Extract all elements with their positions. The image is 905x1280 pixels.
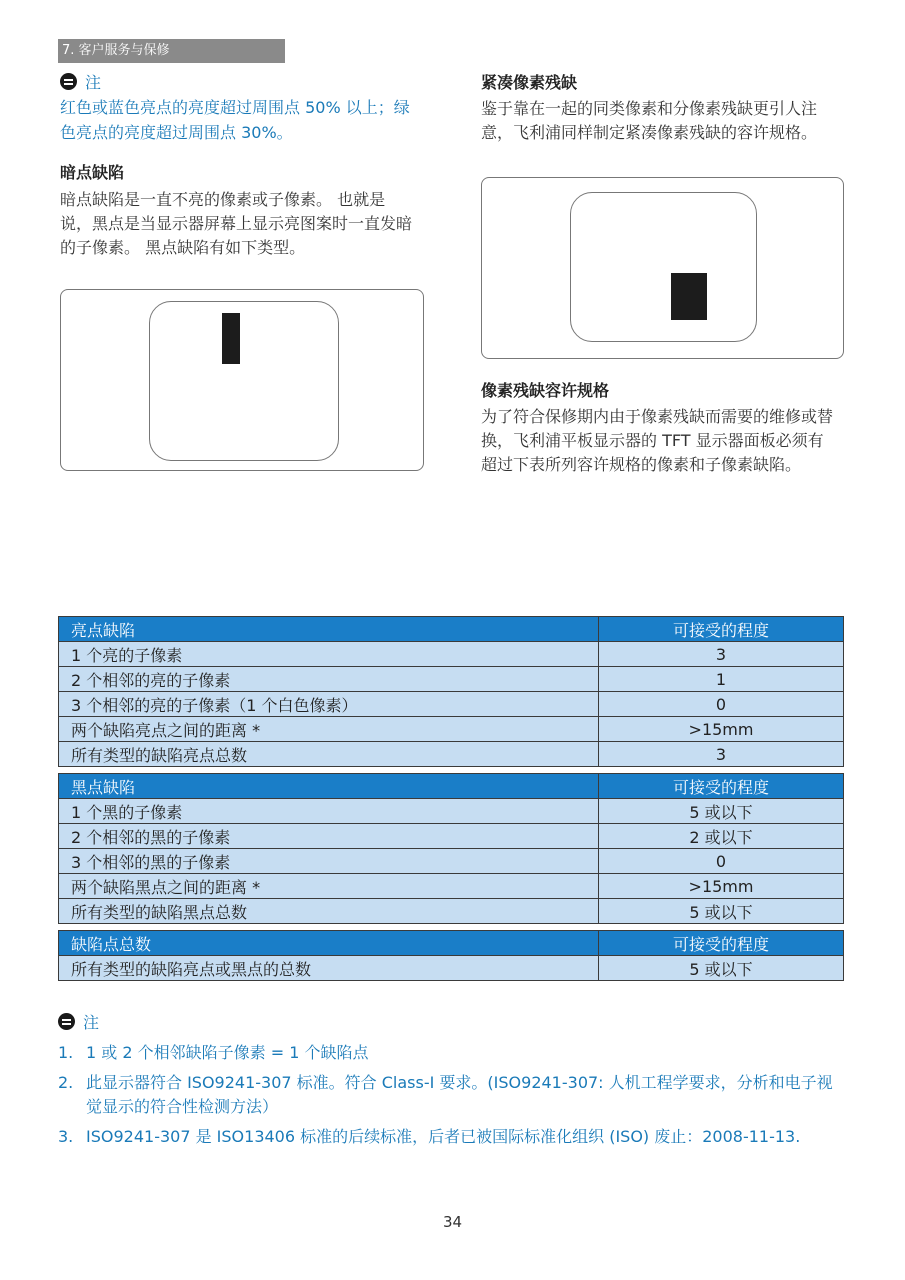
- list-item: [58, 1041, 848, 1065]
- monitor-screen-diagram: [570, 192, 757, 342]
- dark-dot-figure: [60, 289, 424, 471]
- defect-tables: [58, 616, 844, 981]
- acceptable-level: 5 或以下: [599, 956, 844, 981]
- table-row: [59, 717, 844, 742]
- defect-description: 所有类型的缺陷黑点总数: [59, 899, 599, 924]
- adjacent-defect-block: [671, 273, 707, 320]
- total-defect-table: [58, 930, 844, 981]
- defect-description: 2 个相邻的黑的子像素: [59, 824, 599, 849]
- list-item-number: 3.: [58, 1127, 74, 1146]
- defect-description: 所有类型的缺陷亮点总数: [59, 742, 599, 767]
- bottom-notes: [58, 1010, 848, 1155]
- acceptable-level: 1: [599, 667, 844, 692]
- note-icon: [60, 73, 77, 90]
- table-row: [59, 849, 844, 874]
- defect-description: 2 个相邻的亮的子像素: [59, 667, 599, 692]
- table-row: [59, 956, 844, 981]
- section-tab: 7. 客户服务与保修: [58, 39, 285, 63]
- header-acceptable-level: 可接受的程度: [599, 617, 844, 642]
- list-item-text: ISO9241-307 是 ISO13406 标准的后续标准，后者已被国际标准化组织 (ISO) 废止：2008-11-13.: [86, 1127, 801, 1146]
- header-acceptable-level: 可接受的程度: [599, 931, 844, 956]
- list-item-text: 此显示器符合 ISO9241-307 标准。符合 Class-I 要求。(ISO9241-307: 人机工程学要求，分析和电子视觉显示的符合性检测方法）: [86, 1073, 833, 1116]
- acceptable-level: 3: [599, 642, 844, 667]
- table-row: [59, 824, 844, 849]
- table-row: [59, 642, 844, 667]
- defect-description: 1 个黑的子像素: [59, 799, 599, 824]
- note-header: [58, 1010, 848, 1033]
- table-header-row: [59, 617, 844, 642]
- table-row: [59, 874, 844, 899]
- proximity-heading: 紧凑像素残缺: [481, 73, 578, 92]
- list-item-number: 2.: [58, 1073, 74, 1092]
- note-header: [60, 70, 420, 93]
- list-item-text: 1 或 2 个相邻缺陷子像素 = 1 个缺陷点: [86, 1043, 369, 1062]
- left-note: [60, 70, 420, 145]
- acceptable-level: 0: [599, 692, 844, 717]
- header-defect-type: 亮点缺陷: [59, 617, 599, 642]
- table-row: [59, 692, 844, 717]
- monitor-screen-diagram: [149, 301, 339, 461]
- acceptable-level: >15mm: [599, 717, 844, 742]
- table-row: [59, 667, 844, 692]
- list-item: [58, 1125, 848, 1149]
- header-defect-type: 缺陷点总数: [59, 931, 599, 956]
- note-label: 注: [85, 73, 102, 92]
- defect-description: 两个缺陷黑点之间的距离 *: [59, 874, 599, 899]
- bright-dot-table: [58, 616, 844, 767]
- dark-dot-heading: 暗点缺陷: [60, 163, 125, 182]
- tolerance-body: 为了符合保修期内由于像素残缺而需要的维修或替换，飞利浦平板显示器的 TFT 显示器面板必须有超过下表所列容许规格的像素和子像素缺陷。: [481, 407, 834, 474]
- list-item: [58, 1071, 848, 1119]
- note-label: 注: [83, 1013, 100, 1032]
- list-item-number: 1.: [58, 1043, 74, 1062]
- defect-description: 所有类型的缺陷亮点或黑点的总数: [59, 956, 599, 981]
- defect-description: 两个缺陷亮点之间的距离 *: [59, 717, 599, 742]
- proximity-body: 鉴于靠在一起的同类像素和分像素残缺更引人注意，飞利浦同样制定紧凑像素残缺的容许规格。: [481, 99, 818, 142]
- table-header-row: [59, 774, 844, 799]
- acceptable-level: 3: [599, 742, 844, 767]
- acceptable-level: 5 或以下: [599, 899, 844, 924]
- acceptable-level: 2 或以下: [599, 824, 844, 849]
- defect-description: 3 个相邻的黑的子像素: [59, 849, 599, 874]
- acceptable-level: 0: [599, 849, 844, 874]
- note-text: 红色或蓝色亮点的亮度超过周围点 50% 以上；绿色亮点的亮度超过周围点 30%。: [60, 98, 410, 142]
- acceptable-level: 5 或以下: [599, 799, 844, 824]
- proximity-figure: [481, 177, 844, 359]
- table-row: [59, 899, 844, 924]
- table-header-row: [59, 931, 844, 956]
- dark-dot-body: 暗点缺陷是一直不亮的像素或子像素。 也就是说，黑点是当显示器屏幕上显示亮图案时一直发暗的子像素。 黑点缺陷有如下类型。: [60, 190, 413, 257]
- acceptable-level: >15mm: [599, 874, 844, 899]
- black-dot-table: [58, 773, 844, 924]
- tolerance-heading: 像素残缺容许规格: [481, 381, 610, 400]
- header-defect-type: 黑点缺陷: [59, 774, 599, 799]
- notes-list: [58, 1041, 848, 1149]
- note-icon: [58, 1013, 75, 1030]
- dark-subpixel-block: [222, 313, 240, 364]
- table-row: [59, 799, 844, 824]
- defect-description: 3 个相邻的亮的子像素（1 个白色像素）: [59, 692, 599, 717]
- defect-description: 1 个亮的子像素: [59, 642, 599, 667]
- page-number: 34: [442, 1213, 463, 1231]
- table-row: [59, 742, 844, 767]
- header-acceptable-level: 可接受的程度: [599, 774, 844, 799]
